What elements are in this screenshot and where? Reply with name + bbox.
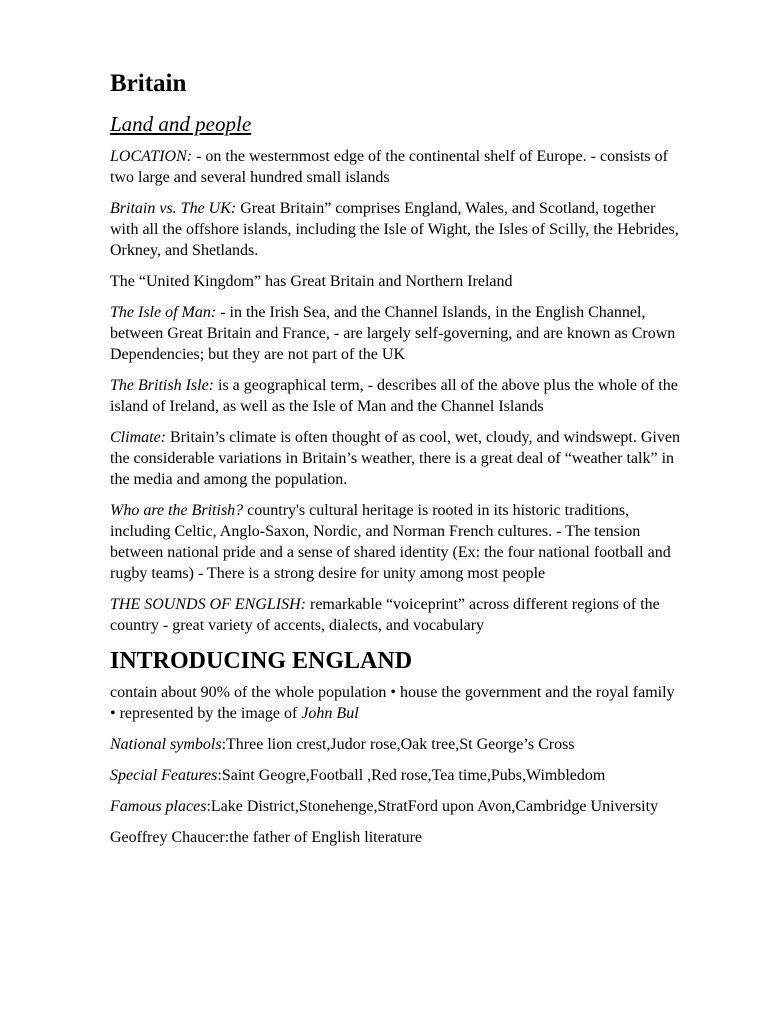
paragraph-lead: Climate:: [110, 429, 166, 446]
paragraph-text: - in the Irish Sea, and the Channel Islands, in the English Channel, between Great Britain and France, - are largely self-governing, and are known as Crown Dependencies; but they are not part of the UK: [110, 304, 676, 363]
paragraph-british-isle: [110, 375, 680, 417]
paragraph-lead: Who are the British?: [110, 502, 244, 519]
paragraph-lead: Special Features: [110, 767, 218, 784]
paragraph-isle-of-man: [110, 302, 680, 365]
paragraph-text: :Saint Geogre,Football ,Red rose,Tea time,Pubs,Wimbledom: [217, 767, 606, 784]
paragraph-national-symbols: [110, 734, 680, 755]
document-title: Britain: [110, 70, 187, 97]
paragraph-lead: National symbols: [110, 736, 222, 753]
paragraph-lead: LOCATION:: [110, 148, 193, 165]
document-page: [110, 68, 680, 858]
paragraph-famous-places: [110, 796, 680, 817]
paragraph-text: Britain’s climate is often thought of as cool, wet, cloudy, and windswept. Given the considerable variations in Britain’s weather, there is a great deal of “weather talk” in the media and among the population.: [110, 429, 680, 488]
paragraph-lead: THE SOUNDS OF ENGLISH:: [110, 596, 306, 613]
paragraph-sounds-of-english: [110, 594, 680, 636]
paragraph-climate: [110, 427, 680, 490]
paragraph-lead: Famous places: [110, 798, 207, 815]
paragraph-text: :Lake District,Stonehenge,StratFord upon Avon,Cambridge University: [206, 798, 659, 815]
paragraph-united-kingdom: [110, 271, 680, 292]
paragraph-text: Great Britain” comprises England, Wales, and Scotland, together with all the offshore islands, including the Isle of Wight, the Isles of Scilly, the Hebrides, Orkney, and Shetlands.: [110, 200, 679, 259]
paragraph-england-intro: [110, 682, 680, 724]
paragraph-special-features: [110, 765, 680, 786]
paragraph-lead: The Isle of Man:: [110, 304, 217, 321]
paragraph-text: remarkable “voiceprint” across different regions of the country - great variety of accents, dialects, and vocabulary: [110, 596, 660, 634]
paragraph-lead: The British Isle:: [110, 377, 214, 394]
paragraph-text: Geoffrey Chaucer:the father of English literature: [110, 829, 423, 846]
document-subtitle: Land and people: [110, 112, 252, 136]
paragraph-who-are-the-british: [110, 500, 680, 584]
section-heading: INTRODUCING ENGLAND: [110, 648, 413, 674]
paragraph-text: contain about 90% of the whole population • house the government and the royal family • represented by the image of: [110, 684, 675, 722]
paragraph-text: :Three lion crest,Judor rose,Oak tree,St George’s Cross: [221, 736, 575, 753]
paragraph-text: The “United Kingdom” has Great Britain and Northern Ireland: [110, 273, 513, 290]
paragraph-lead: Britain vs. The UK:: [110, 200, 237, 217]
paragraph-emphasis: John Bul: [301, 705, 359, 722]
paragraph-britain-vs-uk: [110, 198, 680, 261]
paragraph-text: is a geographical term, - describes all of the above plus the whole of the island of Ireland, as well as the Isle of Man and the Channel Islands: [110, 377, 678, 415]
paragraph-chaucer: [110, 827, 680, 848]
paragraph-location: [110, 146, 680, 188]
paragraph-text: country's cultural heritage is rooted in its historic traditions, including Celtic, Anglo-Saxon, Nordic, and Norman French cultures. - The tension between national pride and a sense of shared identity (Ex: the four national football and rugby teams) - There is a strong desire for unity among most people: [110, 502, 671, 582]
paragraph-text: - on the westernmost edge of the continental shelf of Europe. - consists of two large and several hundred small islands: [110, 148, 668, 186]
